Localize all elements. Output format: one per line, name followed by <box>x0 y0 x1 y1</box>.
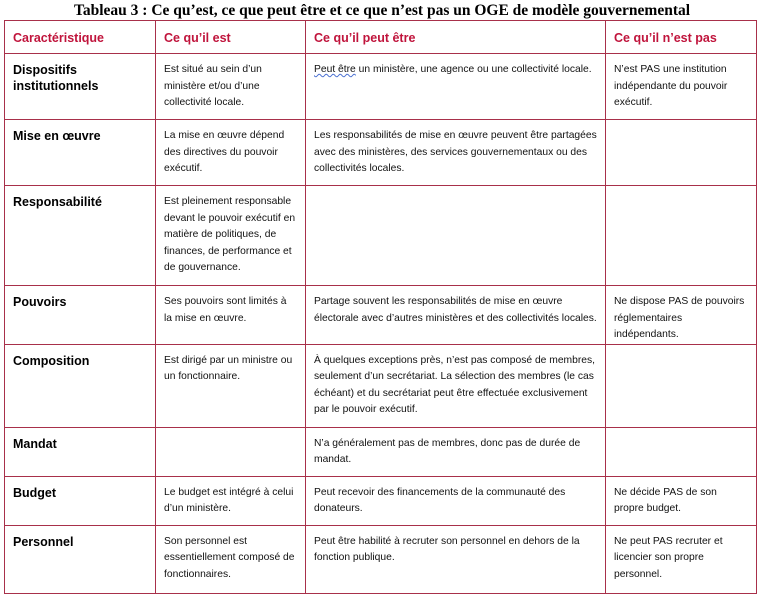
table-title: Tableau 3 : Ce qu’est, ce que peut être et ce que n’est pas un OGE de modèle gouvernemental <box>73 2 691 19</box>
cell-is: Ses pouvoirs sont limités à la mise en œuvre. <box>156 286 306 345</box>
header-what-it-is: Ce qu’il est <box>156 21 306 54</box>
header-characteristic: Caractéristique <box>5 21 156 54</box>
cell-is-not <box>606 344 757 427</box>
cell-is-not: Ne dispose PAS de pouvoirs réglementaires indépendants. <box>606 286 757 345</box>
cell-is: La mise en œuvre dépend des directives du pouvoir exécutif. <box>156 120 306 186</box>
cell-can-be: Les responsabilités de mise en œuvre peuvent être partagées avec des ministères, des services gouvernementaux ou des collectivités locales. <box>306 120 606 186</box>
row-label: Dispositifs institutionnels <box>5 54 156 120</box>
cell-is-not <box>606 186 757 286</box>
cell-can-be <box>306 54 606 120</box>
cell-can-be-text: un ministère, une agence ou une collectivité locale. <box>355 64 592 75</box>
row-label: Pouvoirs <box>5 286 156 345</box>
cell-is: Est situé au sein d’un ministère et/ou d’une collectivité locale. <box>156 54 306 120</box>
cell-is <box>156 427 306 476</box>
cell-is-not <box>606 427 757 476</box>
row-label: Mise en œuvre <box>5 120 156 186</box>
row-label: Mandat <box>5 427 156 476</box>
row-label: Composition <box>5 344 156 427</box>
cell-is-not: N’est PAS une institution indépendante du pouvoir exécutif. <box>606 54 757 120</box>
row-label: Budget <box>5 476 156 525</box>
table-row <box>5 186 757 286</box>
table-row <box>5 286 757 345</box>
header-what-it-is-not: Ce qu’il n’est pas <box>606 21 757 54</box>
cell-is: Son personnel est essentiellement composé de fonctionnaires. <box>156 525 306 593</box>
cell-can-be: Peut être habilité à recruter son personnel en dehors de la fonction publique. <box>306 525 606 593</box>
header-what-it-can-be: Ce qu’il peut être <box>306 21 606 54</box>
cell-is-not <box>606 120 757 186</box>
cell-is: Est pleinement responsable devant le pouvoir exécutif en matière de politiques, de finances, de performance et de gouvernance. <box>156 186 306 286</box>
cell-is-not: Ne décide PAS de son propre budget. <box>606 476 757 525</box>
spellcheck-underlined-text: Peut être <box>314 64 356 75</box>
table-row <box>5 344 757 427</box>
cell-is: Est dirigé par un ministre ou un fonctionnaire. <box>156 344 306 427</box>
cell-can-be: Peut recevoir des financements de la communauté des donateurs. <box>306 476 606 525</box>
cell-can-be: N’a généralement pas de membres, donc pas de durée de mandat. <box>306 427 606 476</box>
row-label: Personnel <box>5 525 156 593</box>
table-row <box>5 54 757 120</box>
cell-can-be: Partage souvent les responsabilités de mise en œuvre électorale avec d’autres ministères et des collectivités locales. <box>306 286 606 345</box>
table-header-row <box>5 21 757 54</box>
cell-is: Le budget est intégré à celui d’un ministère. <box>156 476 306 525</box>
table-row <box>5 120 757 186</box>
row-label: Responsabilité <box>5 186 156 286</box>
cell-can-be <box>306 186 606 286</box>
table-row <box>5 476 757 525</box>
cell-is-not: Ne peut PAS recruter et licencier son propre personnel. <box>606 525 757 593</box>
cell-can-be: À quelques exceptions près, n’est pas composé de membres, seulement d’un secrétariat. La sélection des membres (le cas échéant) et du secrétariat peut être effectuée exclusivement par le pouvoir exécutif. <box>306 344 606 427</box>
comparison-table <box>4 20 757 594</box>
table-row <box>5 427 757 476</box>
table-row <box>5 525 757 593</box>
